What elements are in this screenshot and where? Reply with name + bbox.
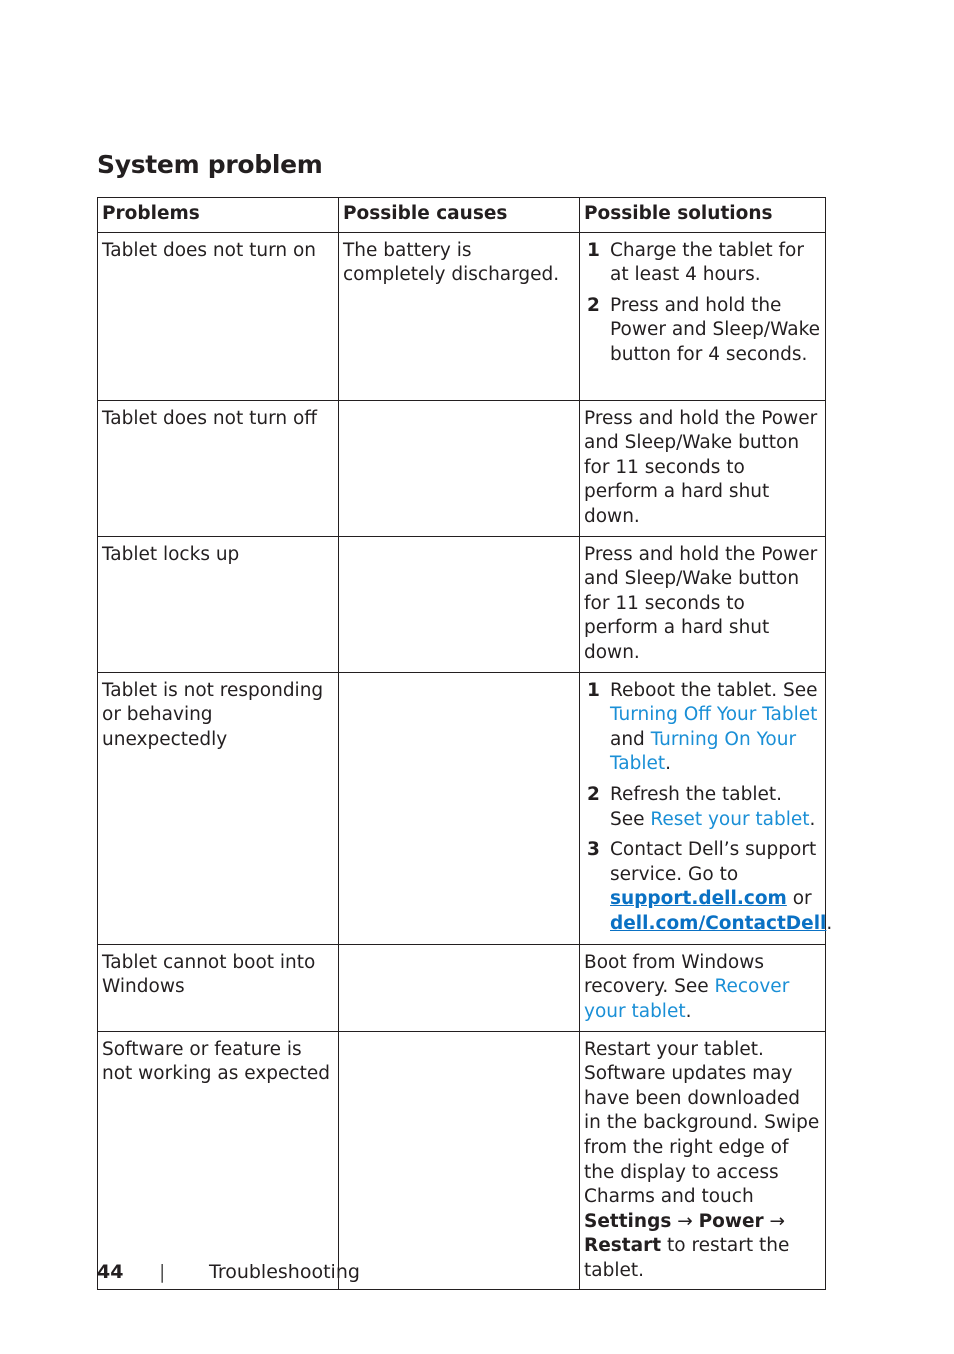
link-turning-on-your-tablet[interactable]: Turning On Your Tablet xyxy=(610,728,797,775)
solution-step xyxy=(584,783,821,832)
step-number: 1 xyxy=(587,679,600,701)
arrow-icon: → xyxy=(769,1210,786,1232)
step-text-part: . xyxy=(826,912,833,934)
cause-cell xyxy=(339,944,580,1031)
step-number: 3 xyxy=(587,839,600,861)
footer-separator: | xyxy=(159,1261,166,1283)
section-name: Troubleshooting xyxy=(209,1261,360,1283)
link-turning-off-your-tablet[interactable]: Turning Off Your Tablet xyxy=(610,704,818,726)
step-text: Charge the tablet for at least 4 hours. xyxy=(610,239,804,286)
table-row xyxy=(98,944,826,1031)
problem-cell: Tablet does not turn off xyxy=(98,400,339,536)
step-text xyxy=(610,783,821,832)
table-row xyxy=(98,536,826,672)
table-row xyxy=(98,232,826,400)
system-problem-table xyxy=(97,197,833,1290)
solution-step xyxy=(584,679,821,777)
cause-cell xyxy=(339,536,580,672)
solution-text-part: . xyxy=(685,1000,692,1022)
problem-cell: Software or feature is not working as expected xyxy=(98,1031,339,1290)
cause-cell xyxy=(339,1031,580,1290)
step-text-part: Refresh the tablet. See xyxy=(610,783,782,830)
solution-step xyxy=(584,838,833,936)
step-text-part: . xyxy=(665,753,671,775)
problem-cell: Tablet locks up xyxy=(98,536,339,672)
solution-cell xyxy=(580,672,833,944)
page-title: System problem xyxy=(97,150,323,179)
step-text-part: . xyxy=(809,808,816,830)
solution-steps xyxy=(584,239,821,368)
cause-cell xyxy=(339,400,580,536)
solution-step xyxy=(584,294,821,368)
link-dell-com-contactdell[interactable]: dell.com/ContactDell xyxy=(610,912,827,934)
table-header-row xyxy=(98,198,826,233)
solution-cell xyxy=(580,944,826,1031)
settings-label: Settings xyxy=(584,1210,672,1232)
solution-cell xyxy=(580,1031,826,1290)
step-text xyxy=(610,679,821,777)
solution-cell xyxy=(580,232,826,400)
cause-cell xyxy=(339,672,580,944)
solution-text-part: Restart your tablet. Software updates may have been downloaded in the background. Swipe from the right edge of the display to access Charms and touch xyxy=(584,1038,820,1208)
page-number: 44 xyxy=(97,1261,124,1283)
restart-label: Restart xyxy=(584,1235,662,1257)
problem-cell: Tablet is not responding or behaving unexpectedly xyxy=(98,672,339,944)
arrow-icon: → xyxy=(677,1210,693,1232)
solution-cell: Press and hold the Power and Sleep/Wake button for 11 seconds to perform a hard shut down. xyxy=(580,536,826,672)
cause-cell: The battery is completely discharged. xyxy=(339,232,580,400)
step-text-part: Contact Dell’s support service. Go to xyxy=(610,839,817,885)
step-text: Press and hold the Power and Sleep/Wake button for 4 seconds. xyxy=(610,294,821,365)
step-text-part: Reboot the tablet. See xyxy=(610,679,818,701)
table-row xyxy=(98,672,826,944)
step-text-part: and xyxy=(610,728,651,750)
header-problems: Problems xyxy=(98,198,339,233)
link-recover-your-tablet[interactable]: Recover your tablet xyxy=(584,976,790,1022)
link-support-dell-com[interactable]: support.dell.com xyxy=(610,888,787,910)
problem-cell: Tablet does not turn on xyxy=(98,232,339,400)
step-text xyxy=(610,838,832,936)
table-row xyxy=(98,400,826,536)
power-label: Power xyxy=(698,1210,764,1232)
step-number: 2 xyxy=(587,294,600,316)
step-text-part: or xyxy=(786,888,812,910)
table-row xyxy=(98,1031,826,1290)
solution-text-part: Boot from Windows recovery. See xyxy=(584,951,764,998)
link-reset-your-tablet[interactable]: Reset your tablet xyxy=(650,808,810,830)
solution-step xyxy=(584,239,821,288)
header-possible-causes: Possible causes xyxy=(339,198,580,233)
solution-cell: Press and hold the Power and Sleep/Wake button for 11 seconds to perform a hard shut down. xyxy=(580,400,826,536)
step-number: 1 xyxy=(587,239,600,261)
solution-steps xyxy=(584,679,833,937)
step-number: 2 xyxy=(587,783,600,805)
problem-cell: Tablet cannot boot into Windows xyxy=(98,944,339,1031)
solution-text-part: to restart the tablet. xyxy=(584,1235,790,1281)
header-possible-solutions: Possible solutions xyxy=(580,198,826,233)
